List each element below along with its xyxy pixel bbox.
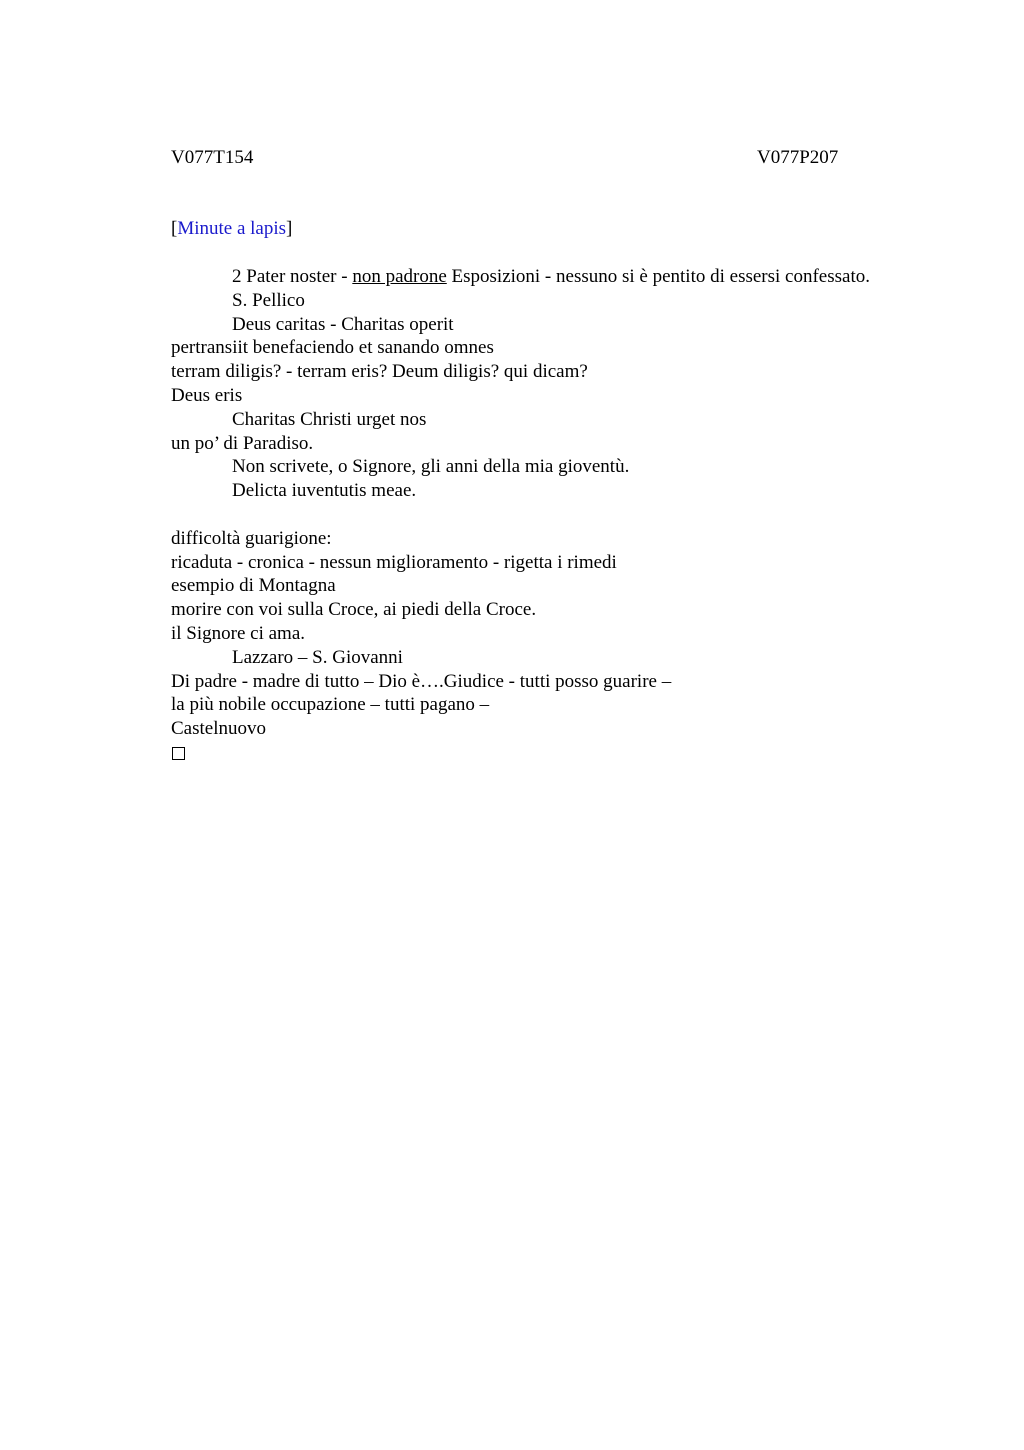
text-line: Lazzaro – S. Giovanni [232, 646, 403, 668]
manuscript-transcription [171, 265, 971, 765]
text-line: Non scrivete, o Signore, gli anni della mia gioventù. [232, 456, 630, 478]
text-line: difficoltà guarigione: [171, 527, 332, 549]
bracket-close: ] [286, 218, 293, 239]
page-code-right: V077P207 [757, 147, 839, 168]
text-line: Castelnuovo [171, 718, 266, 740]
text-line: Deus eris [171, 384, 243, 406]
underlined-phrase: non padrone [352, 266, 447, 287]
end-marker [171, 741, 971, 765]
text-line: terram diligis? - terram eris? Deum diligis? qui dicam? [171, 361, 588, 383]
bracket-open: [ [171, 218, 178, 239]
text-line: Di padre - madre di tutto – Dio è….Giudice - tutti posso guarire – [171, 670, 672, 692]
text-line: Charitas Christi urget nos [232, 408, 427, 430]
text-line: la più nobile occupazione – tutti pagano – [171, 694, 490, 716]
square-icon [172, 747, 185, 760]
text-line: pertransiit benefaciendo et sanando omnes [171, 337, 494, 359]
document-code-left: V077T154 [171, 147, 254, 168]
text-line: 2 Pater noster - non padrone Esposizioni - nessuno si è pentito di essersi confessato. [232, 266, 870, 287]
editorial-note [171, 217, 292, 241]
text-line: il Signore ci ama. [171, 622, 306, 644]
text-line: Delicta iuventutis meae. [232, 480, 417, 502]
text-line: ricaduta - cronica - nessun miglioramento - rigetta i rimedi [171, 551, 617, 573]
text-line: morire con voi sulla Croce, ai piedi della Croce. [171, 599, 537, 621]
text-line: S. Pellico [232, 289, 305, 311]
text-line: un po’ di Paradiso. [171, 432, 314, 454]
text-line: Deus caritas - Charitas operit [232, 313, 454, 335]
text-line: esempio di Montagna [171, 575, 336, 597]
paragraph-gap [171, 503, 971, 527]
minute-a-lapis-link[interactable]: Minute a lapis [177, 218, 287, 239]
